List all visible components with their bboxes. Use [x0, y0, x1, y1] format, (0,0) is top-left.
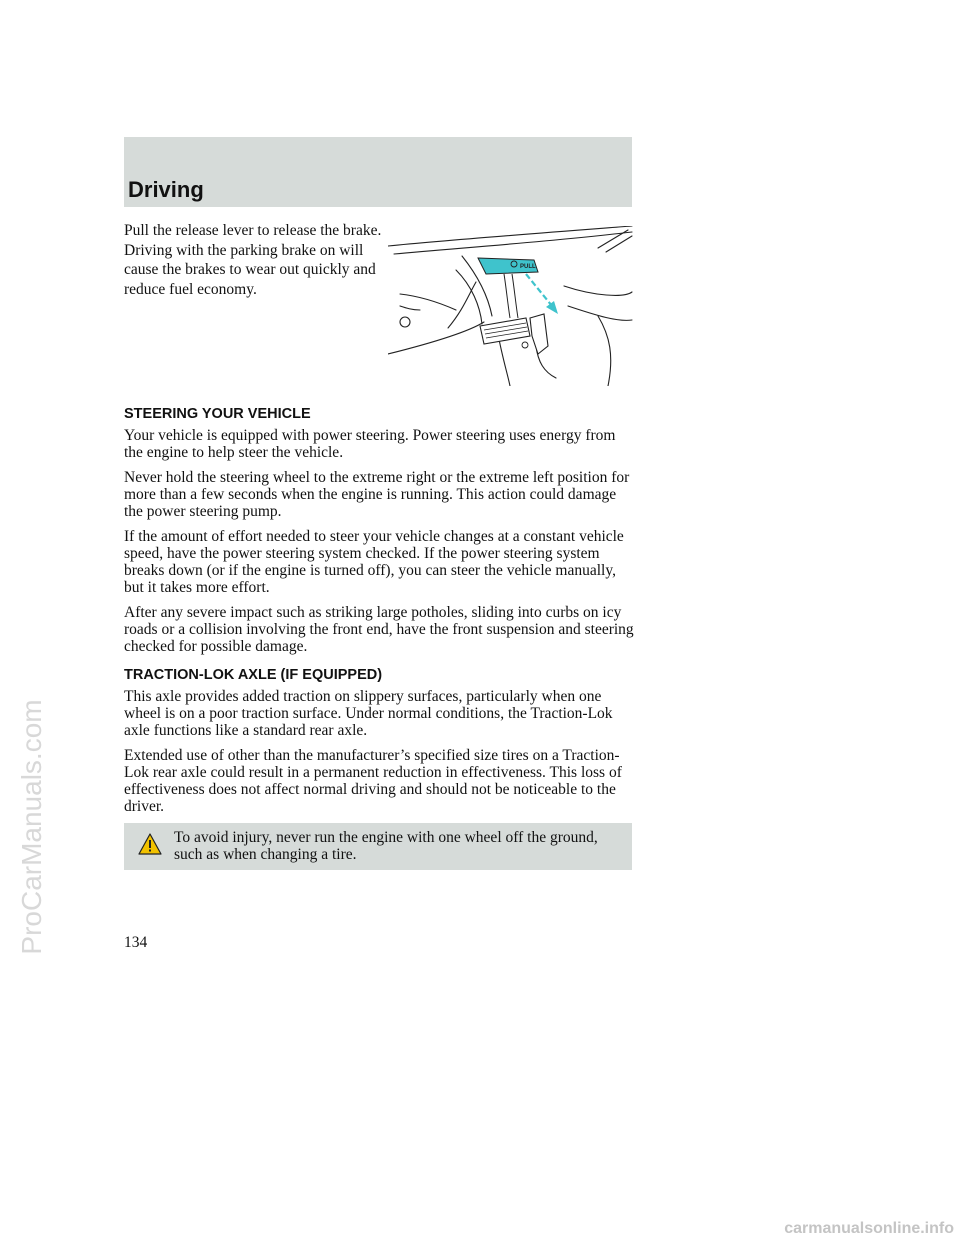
main-content	[124, 406, 634, 870]
traction-lok-heading: TRACTION-LOK AXLE (IF EQUIPPED)	[124, 667, 383, 683]
steering-paragraph: After any severe impact such as striking large potholes, sliding into curbs on icy roads or a collision involving the front end, have the front suspension and steering checked for possible damage.	[124, 604, 634, 655]
section-title: Driving	[128, 177, 204, 202]
steering-paragraph: Your vehicle is equipped with power steering. Power steering uses energy from the engine to help steer the vehicle.	[124, 427, 616, 461]
lever-pull-label: PULL	[520, 264, 536, 270]
steering-heading: STEERING YOUR VEHICLE	[124, 406, 311, 422]
steering-paragraph: If the amount of effort needed to steer your vehicle changes at a constant vehicle speed, have the power steering system checked. If the power steering system breaks down (or if the engine is turned off), you can steer the vehicle manually, but it takes more effort.	[124, 528, 624, 596]
brake-pedal-icon	[480, 314, 548, 354]
page-number: 134	[124, 934, 148, 951]
parking-brake-release-text: Pull the release lever to release the brake. Driving with the parking brake on will cause the brakes to wear out quickly and reduce fuel economy.	[124, 222, 382, 298]
release-lever-icon	[478, 258, 538, 318]
warning-triangle-icon	[138, 833, 162, 860]
steering-paragraph: Never hold the steering wheel to the extreme right or the extreme left position for more than a few seconds when the engine is running. This action could damage the power steering pump.	[124, 469, 630, 520]
warning-text: To avoid injury, never run the engine with one wheel off the ground, such as when changing a tire.	[174, 829, 598, 863]
pull-direction-arrow-icon	[526, 274, 558, 314]
traction-paragraph: This axle provides added traction on slippery surfaces, particularly when one wheel is on a poor traction surface. Under normal conditions, the Traction-Lok axle functions like a standard rear axle.	[124, 688, 613, 739]
side-watermark-text: ProCarManuals.com	[16, 699, 47, 955]
traction-paragraph: Extended use of other than the manufacturer’s specified size tires on a Traction-Lok rear axle could result in a permanent reduction in effectiveness. This loss of effectiveness does not affect normal driving and should not be noticeable to the driver.	[124, 747, 622, 815]
footer-watermark: carmanualsonline.info	[784, 1220, 954, 1237]
side-watermark	[0, 0, 64, 1242]
section-header-band	[124, 137, 632, 207]
warning-box	[124, 823, 632, 870]
parking-brake-diagram	[388, 226, 634, 386]
parking-brake-illustration	[388, 226, 634, 386]
